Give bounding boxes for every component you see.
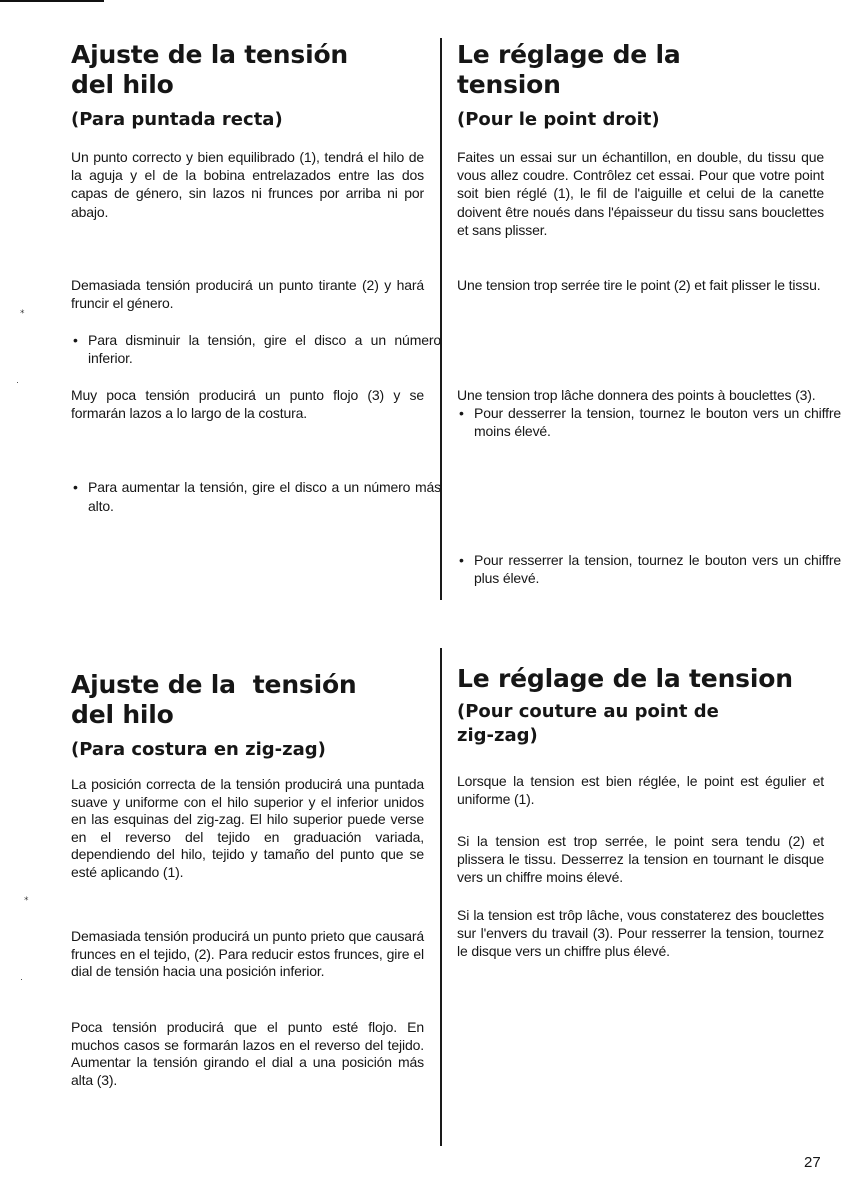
top-rule — [0, 0, 104, 2]
scan-speck: · — [16, 377, 19, 387]
left-section-zigzag — [71, 670, 424, 762]
paragraph: Si la tension est trôp lâche, vous constaterez des bouclettes sur l'envers du travail (3). Pour resserrer la tension, tournez le disque vers un chiffre plus élevé. — [457, 907, 824, 960]
section-subtitle: (Pour le point droit) — [457, 109, 660, 130]
title-line-2: tension — [457, 70, 561, 99]
section-title — [71, 40, 424, 100]
title-line-1: Le réglage de la — [457, 40, 681, 69]
scan-speck: · — [20, 974, 23, 984]
paragraph: Demasiada tensión producirá un punto tirante (2) y hará fruncir el género. — [71, 277, 424, 312]
section-title — [71, 670, 424, 730]
paragraph: Si la tension est trop serrée, le point sera tendu (2) et plissera le tissu. Desserrez la tension en tournant le disque vers un chiffre moins élevé. — [457, 833, 824, 886]
section-subtitle: (Para puntada recta) — [71, 109, 283, 130]
section-subtitle — [457, 700, 824, 748]
section-title — [457, 40, 824, 100]
right-section-zigzag — [457, 664, 824, 748]
title-line-2: del hilo — [71, 70, 174, 99]
bullet-glyph: • — [73, 332, 78, 348]
bullet-glyph: • — [459, 404, 464, 421]
page-number: 27 — [804, 1154, 821, 1171]
scan-speck: ⁎ — [20, 305, 25, 315]
section-subtitle: (Para costura en zig-zag) — [71, 739, 326, 760]
list-item: • Pour desserrer la tension, tournez le bouton vers un chiffre moins élevé. — [459, 404, 841, 440]
column-divider — [440, 38, 442, 1146]
paragraph: Lorsque la tension est bien réglée, le point est égulier et uniforme (1). — [457, 773, 824, 808]
paragraph: Muy poca tensión producirá un punto flojo (3) y se formarán lazos a lo largo de la costura. — [71, 387, 424, 422]
paragraph: Une tension trop serrée tire le point (2) et fait plisser le tissu. — [457, 277, 821, 293]
paragraph: La posición correcta de la tensión producirá una puntada suave y uniforme con el hilo superior y el inferior unidos en las esquinas del zig-zag. El hilo superior puede verse en el reverso del tejido en graduación variada, dependiendo del hilo, tejido y tamaño del punto que se esté aplicando (1). — [71, 776, 424, 880]
paragraph: Faites un essai sur un échantillon, en double, du tissu que vous allez coudre. Contrôlez cet essai. Pour que votre point soit bien réglé (1), le fil de l'aiguille et celui de la canette doivent être noués dans l'épaisseur du tissu sans bouclettes et sans plisser. — [457, 149, 824, 238]
subtitle-line-1: (Pour couture au point de — [457, 701, 719, 722]
paragraph: Un punto correcto y bien equilibrado (1), tendrá el hilo de la aguja y el de la bobina entrelazados entre las dos capas de género, sin lazos ni frunces por arriba ni por abajo. — [71, 149, 424, 220]
bullet-glyph: • — [73, 479, 78, 496]
paragraph: Une tension trop lâche donnera des points à bouclettes (3). — [457, 387, 816, 403]
title-line-1: Ajuste de la tensión — [71, 40, 349, 69]
list-item: • Para aumentar la tensión, gire el disco a un número más alto. — [73, 479, 441, 514]
title-line-1: Ajuste de la tensión — [71, 670, 357, 699]
title-line-2: del hilo — [71, 700, 174, 729]
section-title: Le réglage de la tension — [457, 664, 793, 693]
paragraph: Poca tensión producirá que el punto esté flojo. En muchos casos se formarán lazos en el reverso del tejido. Aumentar la tensión girando el dial a una posición más alta (3). — [71, 1019, 424, 1088]
list-item: • Pour resserrer la tension, tournez le bouton vers un chiffre plus élevé. — [459, 552, 841, 587]
scan-speck: ⁎ — [24, 892, 29, 902]
bullet-glyph: • — [459, 552, 464, 569]
right-section-straight-stitch — [457, 40, 824, 132]
subtitle-line-2: zig-zag) — [457, 725, 538, 746]
list-item: • Para disminuir la tensión, gire el disco a un número inferior. — [73, 332, 441, 367]
left-section-straight-stitch — [71, 40, 424, 132]
paragraph: Demasiada tensión producirá un punto prieto que causará frunces en el tejido, (2). Para reducir estos frunces, gire el dial de tensión hacia una posición inferior. — [71, 928, 424, 980]
